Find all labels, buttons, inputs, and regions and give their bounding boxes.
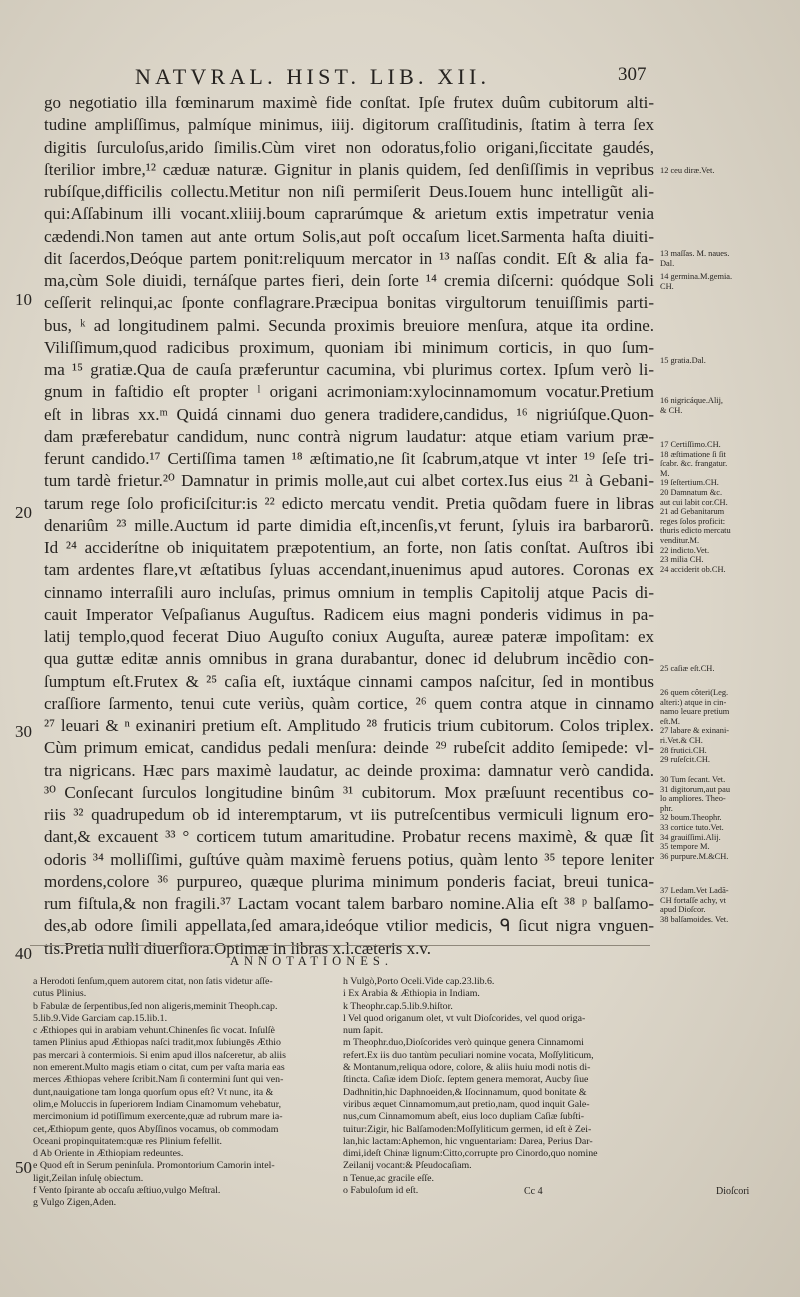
- side-note: 26 quem côteri(Leg. alteri:) atque in cin- namo leuare pretium eſt.M. 27 labare & exinani- ri.Vet.& CH. 28 frutici.CH. 29 ruſeſcit.CH.: [660, 688, 730, 765]
- line-number: 20: [15, 503, 32, 522]
- text-line: digitis ſurculoſus,arido ſimilis.Cùm viret non odoratus,folio origani,ſiccitate gaudés,: [44, 137, 654, 157]
- text-line: tra nigricans. Hæc pars maximè laudatur, ac deinde proxima: damnatur verò candida.: [44, 760, 654, 780]
- annotations-right-column: [343, 976, 661, 1197]
- annotation-line: ligit,Zeilan inſulę obiectum.: [33, 1172, 144, 1184]
- annotation-line: 5.lib.9.Vide Garciam cap.15.lib.1.: [33, 1012, 168, 1024]
- annotation-line: d Ab Oriente in Æthiopiam redeuntes.: [33, 1148, 184, 1160]
- annotation-line: e Quod eſt in Serum peninſula. Promontorium Camorin intel-: [33, 1160, 275, 1172]
- text-line: ma,cùm Sole diuidi, ternáſque partes fieri, dein ſorte ¹⁴ cremia diſcerni: quódque Soli: [44, 271, 654, 290]
- text-line: ²⁷ leuari & ⁿ exinaniri pretium eſt. Amplitudo ²⁸ fruticis trium cubitorum. Colos triplex.: [44, 716, 654, 735]
- annotation-line: cutus Plinius.: [33, 988, 87, 1000]
- page-number: 307: [618, 64, 647, 85]
- annotation-line: tuitur:Zigir, hic Balſamoden:Moſſyliticum germen, id eſt è Zei-: [343, 1123, 592, 1135]
- text-line: des,ab odore ſimili appellata,ſed amara,ideóque vtilior medicis, ᑫ ſicut nigra vnguen-: [44, 916, 654, 936]
- side-note: 17 Certiſſimo.CH. 18 æſtimatione ſi ſit ſcabr. &c. frangatur. M. 19 ſeſtertium.CH. 20 Damnatum &c. aut cui labit cor.CH. 21 ad Gebanitarum reges ſolos proficit: thuris edicto mercatu venditur.M. 22 indicto.Vet. 23 milia CH. 24 acciderit ob.CH.: [660, 440, 731, 574]
- annotation-line: refert.Ex iis duo tantùm peculiari nomine vocata, Moſſyliticum,: [343, 1049, 594, 1061]
- side-note: 12 ceu diræ.Vet.: [660, 166, 715, 175]
- line-number: 50: [15, 1158, 32, 1177]
- text-line: cædendi.Non tamen aut ante ortum Solis,aut poſt occaſum licet.Sarmenta haſta diuiti-: [44, 226, 654, 246]
- text-line: riis ³² quadrupedum ob id interemptarum, vt iis putreſcentibus vermiculi lignum ero-: [44, 805, 654, 824]
- running-title: NATVRAL. HIST. LIB. XII.: [135, 64, 491, 89]
- text-line: denariûm ²³ mille.Auctum id parte dimidia eſt,incenſis,vt ferunt, ſyluis ira barbarorũ.: [44, 515, 654, 535]
- annotation-line: num ſapit.: [343, 1025, 384, 1037]
- annotation-line: m Theophr.duo,Dioſcorides verò quinque genera Cinnamomi: [343, 1037, 584, 1049]
- side-note: 13 maſſas. M. naues. Dal.: [660, 249, 730, 268]
- annotation-line: h Vulgò,Porto Oceli.Vide cap.23.lib.6.: [343, 976, 495, 987]
- text-line: tarum rege ſolo proficiſcitur:is ²² edicto mercatu vendit. Pretia quõdam fuere in libras: [44, 493, 654, 513]
- annotation-line: & Montanum,reliqua odore, colore, & aliis huiu modi notis di-: [343, 1062, 591, 1074]
- side-note: 30 Tum ſecant. Vet. 31 digitorum,aut pau lo ampliores. Theo- phr. 32 boum.Theophr. 33 cortice tuto.Vet. 34 grauiſſimi.Alij. 35 tempore M. 36 purpure.M.&CH.: [660, 775, 731, 861]
- annotation-line: Dadhnitin,hic Daphnoeiden,& Iſocinnamum, quod bonitate &: [343, 1086, 587, 1098]
- annotation-line: Zeilanij vocant:& Pſeudocaſiam.: [343, 1160, 472, 1172]
- text-line: latij templo,quod fecerat Diuo Auguſto coniux Auguſta, aureæ pateræ impoſitam: ex: [44, 627, 654, 646]
- text-line: craſſiore ſarmento, tenui cute veriùs, quàm cortice, ²⁶ quem contra atque in cinnamo: [44, 693, 654, 713]
- annotation-line: lan,hic lactam:Aphemon, hic vnguentariam: Darea, Perius Dar-: [343, 1135, 593, 1147]
- annotation-line: mercimonium id potiſſimum exercente,quæ ad rubrum mare ia-: [33, 1111, 283, 1123]
- annotation-line: pas mercari à contermiois. Si enim apud illos naſceretur, ab aliis: [33, 1049, 286, 1061]
- annotation-line: n Tenue,ac gracile eſſe.: [343, 1172, 434, 1184]
- text-line: rubíſque,difficilis collectu.Metitur non niſi permiſerit Deus.Iouem hunc intelligũt ali-: [44, 182, 654, 201]
- annotation-line: olim,e Moluccis in ſuperiorem Indiam Cinamomum vehebatur,: [33, 1098, 282, 1110]
- text-line: cauit Imperator Veſpaſianus Auguſtus. Radicem eius magni ponderis vidimus in pa-: [44, 604, 654, 624]
- annotation-line: f Vento ſpirante ab occaſu æſtiuo,vulgo Meſtral.: [33, 1185, 221, 1197]
- line-number: 10: [15, 290, 32, 309]
- annotation-line: i Ex Arabia & Æthiopia in Indiam.: [343, 988, 480, 1000]
- annotation-line: c Æthiopes qui in arabiam vehunt.Chinenſes ſic vocat. Inſulſè: [33, 1025, 275, 1037]
- side-note: 37 Ledam.Vet Ladã- CH fortaſſe achy, vt apud Dioſcor. 38 balſamoides. Vet.: [660, 886, 729, 924]
- text-line: tudine ampliſſimus, palmíque minimus, iiij. digitorum craſſitudinis, ſtatim à terra ſex: [44, 115, 654, 135]
- text-line: dam præferebatur candidum, nunc contrà nigrum laudatur: atque etiam varium præ-: [44, 426, 654, 446]
- text-line: Id ²⁴ acciderítne ob iniquitatem præpotentium, an forte, non ſatis conſtat. Auſtros ibi: [44, 538, 654, 557]
- annotations-left-column: [33, 976, 343, 1210]
- annotations-heading: ANNOTATIONES.: [230, 954, 393, 968]
- text-line: tis.Pretia nulli diuerſiora.Optimæ in libras x.l.cæteris x.v.: [44, 938, 432, 958]
- annotation-line: g Vulgo Zigen,Aden.: [33, 1197, 117, 1209]
- text-line: cinnamo interraſili auro incluſas, primus omnium in templis Capitolij atque Pacis di-: [44, 582, 654, 602]
- text-line: ſumptum eſt.Frutex & ²⁵ caſia eſt, iuxtáque cinnami campos naſcitur, ſed in montibus: [44, 671, 654, 691]
- catchword: Dioſcori: [716, 1186, 750, 1197]
- text-line: tam ardentes flare,vt æſtatibus ſyluas accendant,inuenimus apud autores. Coronas ex: [44, 560, 654, 580]
- text-line: eſt in libras xx.ᵐ Quidá cinnami duo genera tradidere,candidus, ¹⁶ nigriúſque.Quon-: [44, 404, 654, 424]
- annotation-line: nus,cum Cinnamomum abeſt, eius loco dupliam Caſiæ ſubſti-: [343, 1111, 585, 1123]
- annotation-line: dunt,nauigatione tam longa quorſum opus eſt? Vt nunc, ita &: [33, 1086, 274, 1098]
- annotation-line: a Herodoti ſenſum,quem autorem citat, non ſatis videtur aſſe-: [33, 976, 273, 987]
- text-line: ceſſerit relinqui,ac ſponte conflagrare.Præcipua bonitas virgultorum tenuiſſimis parti-: [44, 293, 654, 313]
- text-line: odoris ³⁴ molliſſimi, guſtúve quàm maximè feruens potius, quàm lento ³⁵ tepore leniter: [44, 849, 654, 869]
- text-line: go negotiatio illa fœminarum maximè fide conſtat. Ipſe frutex duûm cubitorum alti-: [44, 93, 654, 112]
- main-text-block: [44, 92, 654, 960]
- side-note: 16 nigricáque.Alij, & CH.: [660, 396, 724, 415]
- text-line: mordens,colore ³⁶ purpureo, quæque plurima minimum ponderis faciat, breui tunica-: [44, 871, 654, 891]
- text-line: Viliſſimum,quod radicibus proximum, quoniam ibi minimum corticis, in quo ſum-: [44, 337, 654, 357]
- text-line: qui:Aſſabinum illi vocant.xliiij.boum caprarúmque & arietum extis impetratur venia: [44, 204, 654, 224]
- side-note: 15 gratia.Dal.: [660, 356, 706, 365]
- line-number: 40: [15, 944, 32, 963]
- annotation-line: tamen Plinius apud Æthiopas naſci tradit,mox ſubiungēs Æthio: [33, 1037, 281, 1049]
- annotation-line: b Fabulæ de ſerpentibus,ſed non aligeris,meminit Theoph.cap.: [33, 1000, 278, 1012]
- text-line: tum tardè frietur.²⁰ Damnatur in primis molle,aut cui albet cortex.Ius eius ²¹ à Gebani-: [44, 471, 654, 491]
- annotation-line: non emerent.Multo magis etiam o citat, cum per vaſta maria eas: [33, 1062, 285, 1074]
- annotation-line: Oceani propinquitatem:quæ res Plinium fefellit.: [33, 1135, 222, 1147]
- text-line: ma ¹⁵ gratiæ.Qua de cauſa præferuntur cacumina, vbi plurimus cortex. Ipſum verò li-: [44, 360, 654, 379]
- annotation-line: viribus æquet Cinnamomum,aut pretio,nam, quod inquit Gale-: [343, 1098, 590, 1110]
- text-line: rum fiſtula,& non fragili.³⁷ Lactam vocant talem barbaro nomine.Alia eſt ³⁸ ᵖ balſamo-: [44, 894, 654, 913]
- text-line: ferunt candido.¹⁷ Certiſſima tamen ¹⁸ æſtimatio,ne ſit ſcabrum,atque vt inter ¹⁹ ſeſe tri-: [44, 449, 654, 468]
- annotation-line: k Theophr.cap.5.lib.9.hiſtor.: [343, 1000, 453, 1012]
- side-note: 25 caſiæ eſt.CH.: [660, 664, 715, 673]
- annotation-line: l Vel quod origanum olet, vt vult Dioſcorides, vel quod origa-: [343, 1012, 586, 1024]
- annotation-line: ſtincta. Caſiæ idem Dioſc. ſeptem genera memorat, Aucby ſiue: [343, 1074, 589, 1086]
- text-line: bus, ᵏ ad longitudinem palmi. Secunda proximis breuiore menſura, atque ita ordine.: [44, 315, 654, 335]
- side-note: 14 germina.M.gemia. CH.: [660, 272, 733, 291]
- text-line: qua guttæ editæ annis omnibus in grana durabantur, donec id delubrum incẽdio con-: [44, 649, 654, 669]
- annotation-line: dimi,ideſt Chinæ lignum:Citto,corrupte pro Cinordo,quo nomine: [343, 1148, 598, 1160]
- line-number: 30: [15, 722, 32, 741]
- text-line: gnum in faſtidio eſt propter ˡ origani acrimoniam:xylocinnamomum vocatur.Pretium: [44, 382, 654, 402]
- signature-mark: Cc 4: [524, 1186, 543, 1197]
- annotation-line: cet,Æthiopum gente, quos Abyſſinos vocamus, ob commodam: [33, 1123, 279, 1135]
- text-line: dant,& excauent ³³ ° corticem tutum amaritudine. Probatur recens maximè, & quæ ſit: [44, 827, 654, 847]
- text-line: dit ſacerdos,Deóque partem ponit:reliquum mercator in ¹³ naſſas condit. Eſt & alia fa-: [44, 248, 654, 268]
- text-line: Cùm primum emicat, candidus pedali menſura: deinde ²⁹ rubeſcit addito ſemipede: vl-: [44, 738, 654, 758]
- annotation-line: o Fabuloſum id eſt.: [343, 1185, 419, 1197]
- text-line: ³⁰ Conſecant ſurculos longitudine binûm ³¹ cubitorum. Mox præſuunt recentibus co-: [44, 782, 654, 802]
- text-line: ſterilior imbre,¹² cæduæ naturæ. Gignitur in planis quidem, ſed denſiſſimis in vepribus: [44, 159, 654, 179]
- divider: [30, 945, 650, 946]
- annotation-line: merces Æthiopas vehere ſcribit.Nam ſi contermini ſunt qui ven-: [33, 1074, 284, 1086]
